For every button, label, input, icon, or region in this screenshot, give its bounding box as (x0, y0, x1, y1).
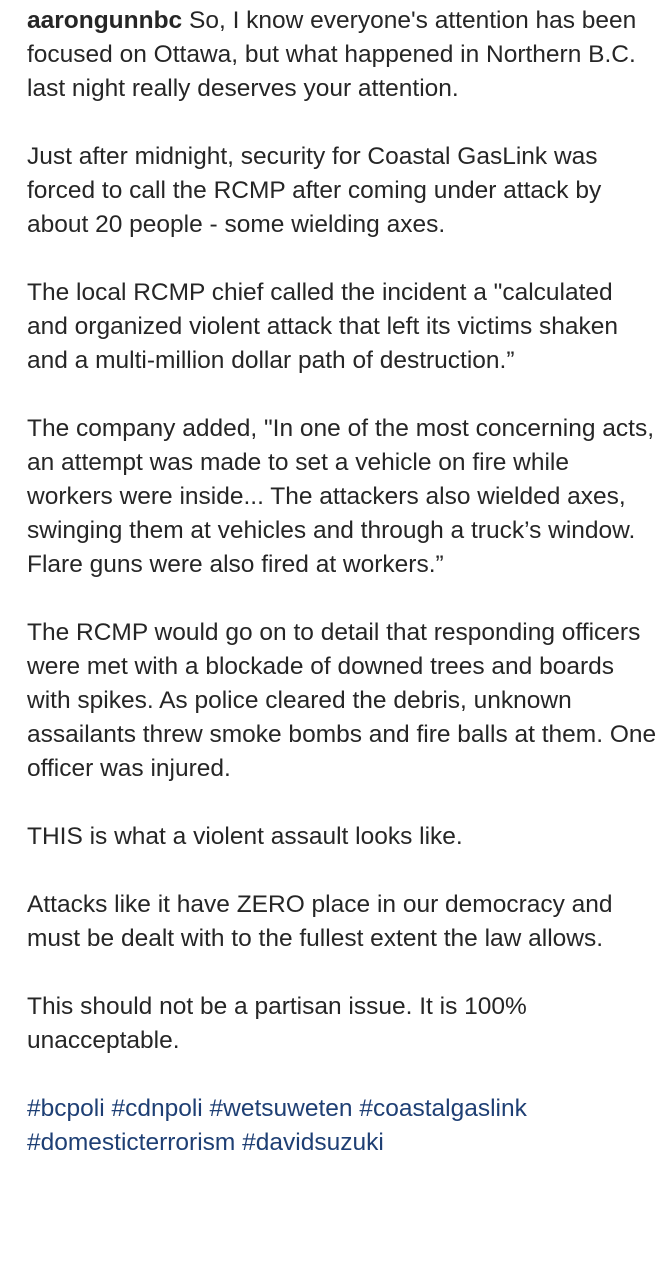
caption-paragraph-5: The RCMP would go on to detail that responding officers were met with a blockade of downed trees and boards with spikes. As police cleared the debris, unknown assailants threw smoke bombs and fire balls at them. One officer was injured. (27, 619, 657, 782)
caption-paragraph-8: This should not be a partisan issue. It is 100% unacceptable. (27, 993, 527, 1054)
hashtag-link[interactable]: #davidsuzuki (242, 1129, 384, 1156)
hashtag-list (27, 1092, 657, 1160)
hashtag-link[interactable]: #coastalgaslink (359, 1095, 527, 1122)
caption-paragraph-7: Attacks like it have ZERO place in our democracy and must be dealt with to the fullest extent the law allows. (27, 891, 613, 952)
caption-paragraph-6: THIS is what a violent assault looks like. (27, 823, 463, 850)
username-link[interactable]: aarongunnbc (27, 7, 183, 34)
hashtag-link[interactable]: #cdnpoli (111, 1095, 203, 1122)
caption-paragraph-1 (27, 4, 657, 106)
hashtag-link[interactable]: #domesticterrorism (27, 1129, 236, 1156)
post-caption (27, 4, 657, 1160)
caption-paragraph-2: Just after midnight, security for Coastal GasLink was forced to call the RCMP after coming under attack by about 20 people - some wielding axes. (27, 143, 602, 238)
caption-paragraph-3: The local RCMP chief called the incident a "calculated and organized violent attack that left its victims shaken and a multi-million dollar path of destruction.” (27, 279, 619, 374)
caption-text: So, I know everyone's attention has been focused on Ottawa, but what happened in Northern B.C. last night really deserves your attention. (27, 7, 637, 102)
hashtag-link[interactable]: #wetsuweten (209, 1095, 353, 1122)
caption-paragraph-4: The company added, "In one of the most concerning acts, an attempt was made to set a vehicle on fire while workers were inside... The attackers also wielded axes, swinging them at vehicles and through a truck’s window. Flare guns were also fired at workers.” (27, 415, 655, 578)
hashtag-link[interactable]: #bcpoli (27, 1095, 105, 1122)
